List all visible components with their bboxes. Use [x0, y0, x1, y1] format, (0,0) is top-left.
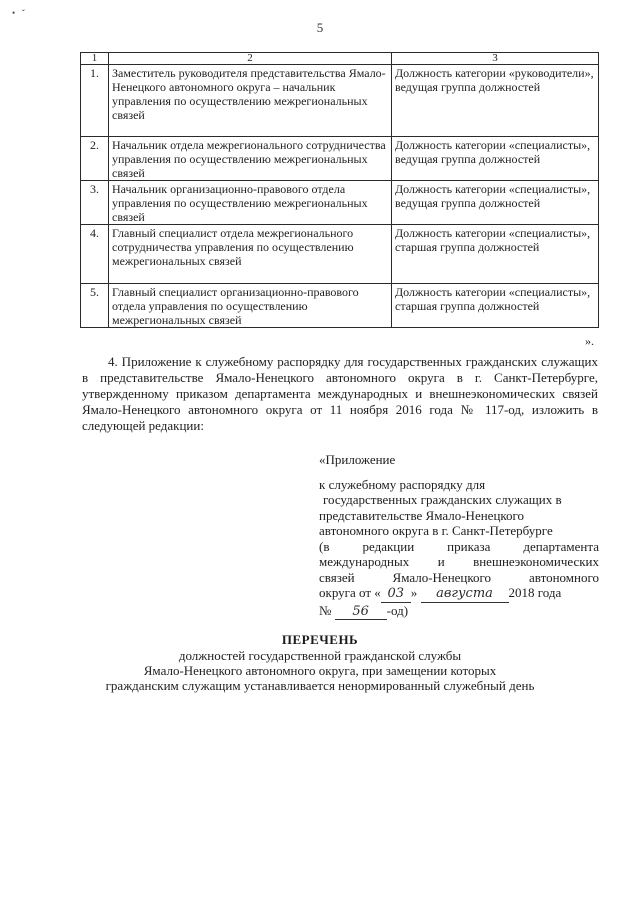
table-row [81, 284, 599, 328]
row-number: 1. [81, 65, 109, 137]
position-category: Должность категории «специалисты», ведущая группа должностей [392, 181, 599, 225]
table-row [81, 181, 599, 225]
position-category: Должность категории «руководители», ведущая группа должностей [392, 65, 599, 137]
number-suffix: -од) [386, 602, 409, 618]
list-heading: ПЕРЕЧЕНЬ [281, 632, 359, 647]
subheading-line: должностей государственной гражданской службы [178, 648, 462, 663]
handwritten-number: 56 [335, 604, 387, 621]
table-row [81, 137, 599, 181]
row-number: 5. [81, 284, 109, 328]
number-prefix: № [319, 602, 332, 618]
date-prefix: округа от « [319, 585, 381, 600]
appendix-line: государственных гражданских служащих в [323, 492, 562, 507]
appendix-date-line [319, 585, 599, 603]
position-title: Заместитель руководителя представительства Ямало-Ненецкого автономного округа – начальник управления по осуществлению межрегиональных связей [109, 65, 392, 137]
appendix-line: международных и внешнеэкономических [319, 554, 599, 569]
row-number: 2. [81, 137, 109, 181]
handwritten-day: 03 [381, 586, 411, 603]
page-number: 5 [316, 20, 324, 35]
position-category: Должность категории «специалисты», старшая группа должностей [392, 225, 599, 284]
scan-marks: • ˇ [12, 8, 25, 18]
table-row [81, 225, 599, 284]
handwritten-month: августа [421, 586, 509, 603]
subheading-line: гражданским служащим устанавливается ненормированный служебный день [105, 678, 535, 693]
appendix-title: «Приложение [319, 452, 396, 467]
table-closing-quote: ». [585, 334, 594, 348]
appendix-line: к служебному распорядку для [319, 476, 486, 492]
position-title: Начальник организационно-правового отдела управления по осуществлению межрегиональных связей [109, 181, 392, 225]
amendment-paragraph: 4. Приложение к служебному распорядку для государственных гражданских служащих в представительстве Ямало-Ненецкого автономного округа в г. Санкт-Петербурге, утвержденному приказом департамента международных и внешнеэкономических связей Ямало-Ненецкого автономного округа от 11 ноября 2016 года № 117-од, изложить в следующей редакции: [82, 354, 598, 433]
position-title: Главный специалист организационно-правового отдела управления по осуществлению межрегиональных связей [109, 284, 392, 328]
appendix-line: представительстве Ямало-Ненецкого [319, 507, 525, 523]
subheading-line: Ямало-Ненецкого автономного округа, при замещении которых [143, 663, 497, 678]
column-header: 1 [81, 53, 109, 65]
row-number: 4. [81, 225, 109, 284]
row-number: 3. [81, 181, 109, 225]
column-header: 2 [109, 53, 392, 65]
date-suffix: 2018 года [508, 585, 562, 600]
date-quote: » [410, 585, 418, 600]
appendix-block [319, 452, 599, 620]
position-category: Должность категории «специалисты», старшая группа должностей [392, 284, 599, 328]
table-header-row [81, 53, 599, 65]
appendix-line: связей Ямало-Ненецкого автономного [319, 569, 599, 585]
column-header: 3 [392, 53, 599, 65]
position-title: Главный специалист отдела межрегионального сотрудничества управления по осуществлению межрегиональных связей [109, 225, 392, 284]
appendix-number-line [319, 603, 599, 621]
list-subheading [0, 648, 640, 693]
appendix-line: автономного округа в г. Санкт-Петербурге [319, 523, 553, 538]
appendix-line: (в редакции приказа департамента [319, 538, 599, 554]
table-row [81, 65, 599, 137]
position-title: Начальник отдела межрегионального сотрудничества управления по осуществлению межрегиональных связей [109, 137, 392, 181]
positions-table [80, 52, 599, 328]
position-category: Должность категории «специалисты», ведущая группа должностей [392, 137, 599, 181]
